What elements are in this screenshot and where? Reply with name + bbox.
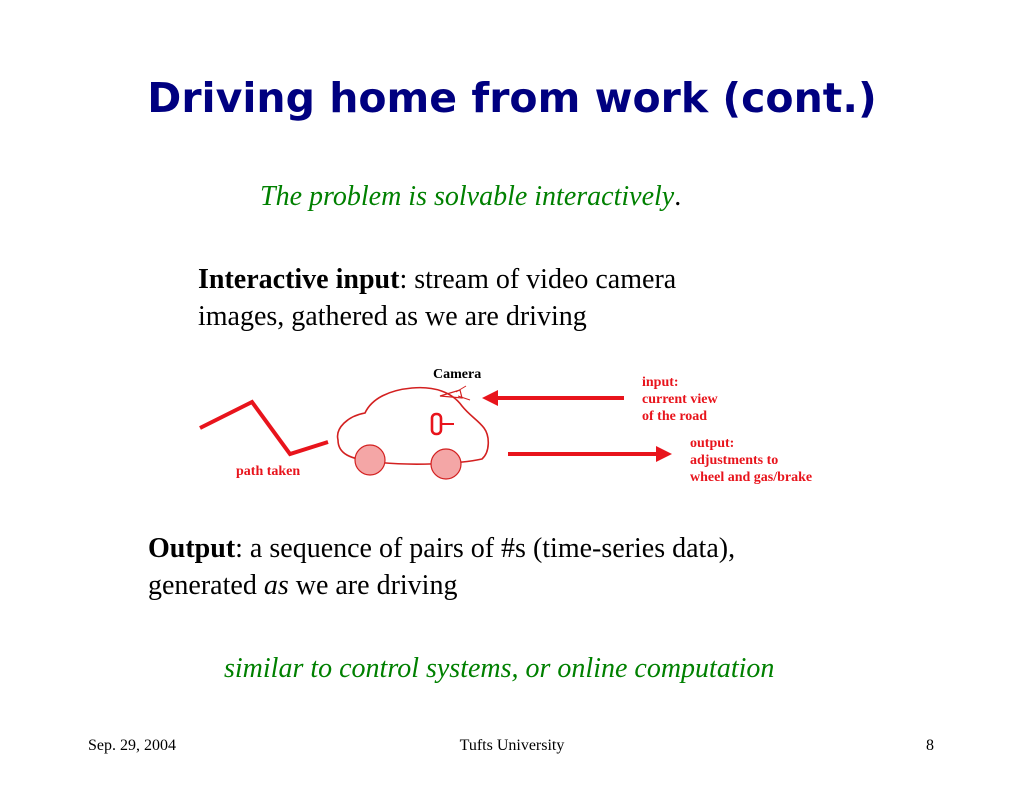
output-label-line-3: wheel and gas/brake [690, 470, 813, 485]
subtitle-text: The problem is solvable interactively [260, 181, 675, 212]
path-line [200, 402, 328, 454]
input-label [642, 375, 721, 424]
interactive-input-line-1 [198, 261, 676, 298]
footer-organization: Tufts University [459, 737, 565, 754]
input-arrow-head [482, 390, 498, 406]
interactive-input-line-2: images, gathered as we are driving [198, 301, 587, 332]
subtitle-period: . [674, 181, 682, 212]
interactive-input-term: Interactive input [198, 264, 400, 295]
interactive-input-paragraph [198, 261, 676, 335]
input-label-line-2: current view [642, 392, 718, 407]
input-label-line-3: of the road [642, 409, 708, 424]
output-term: Output [148, 533, 236, 564]
camera-lens-line-1 [456, 386, 466, 392]
similar-note: similar to control systems, or online computation [224, 653, 775, 684]
car-rear-wheel [355, 445, 385, 475]
footer-date: Sep. 29, 2004 [88, 737, 176, 754]
output-line-2-start: generated [148, 570, 264, 601]
subtitle [260, 180, 681, 214]
camera-label: Camera [433, 367, 482, 382]
slide-title: Driving home from work (cont.) [147, 74, 877, 122]
driving-diagram [190, 358, 850, 493]
car-front-wheel [431, 449, 461, 479]
output-line-2-italic: as [263, 570, 289, 601]
input-label-line-1: input: [642, 375, 679, 390]
output-line-2 [148, 567, 735, 604]
footer-page-number: 8 [926, 737, 934, 754]
output-label [690, 436, 812, 485]
output-line-2-end: we are driving [288, 570, 458, 601]
output-label-line-2: adjustments to [690, 453, 779, 468]
path-taken-label: path taken [236, 464, 301, 479]
output-line-1 [148, 530, 735, 567]
output-paragraph [148, 530, 735, 604]
output-label-line-1: output: [690, 436, 735, 451]
interactive-input-description: : stream of video camera [399, 264, 677, 295]
output-description: : a sequence of pairs of #s (time-series data), [235, 533, 736, 564]
output-arrow-head [656, 446, 672, 462]
